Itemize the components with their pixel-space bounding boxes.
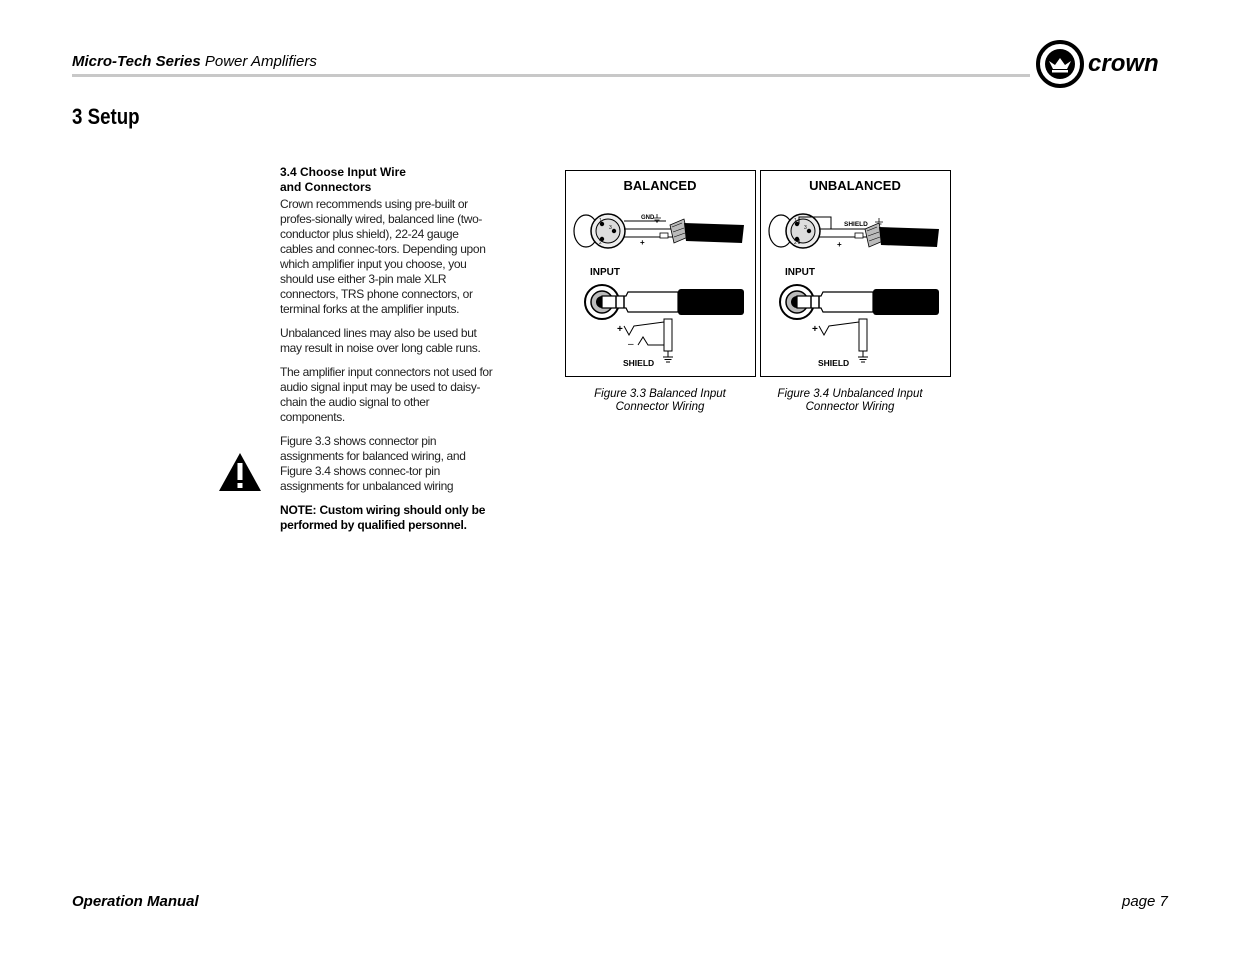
balanced-minus-top: – [640,224,645,233]
paragraph-1: Crown recommends using pre-built or profes-sionally wired, balanced line (two-conductor plus shield), 22-24 gauge cables and connec-tors. Depending upon which amplifier input you choose, you should use either 3-pin male XLR connectors, TRS phone connectors, or terminal forks at the amplifier inputs. [280,197,486,316]
header-series: Micro-Tech Series [72,53,201,70]
balanced-pin1: 1 [599,218,602,224]
unbalanced-pin2: 2 [794,240,797,246]
footer-manual-title: Operation Manual [72,893,199,910]
balanced-pin2: 2 [599,240,602,246]
crown-logo [1036,39,1181,89]
header-subtitle: Power Amplifiers [204,53,317,70]
caption-balanced-line2: Connector Wiring [615,401,705,413]
caption-balanced [565,388,755,414]
body-column [280,165,494,542]
balanced-plus-bottom: + [617,324,623,335]
caption-unbalanced-line1: Figure 3.4 Unbalanced Input [777,388,923,400]
unbalanced-plus-bottom: + [812,324,818,335]
subsection-heading [280,165,494,195]
figure-balanced [565,170,756,377]
balanced-input-label: INPUT [590,267,620,278]
balanced-minus-bottom: – [628,339,634,350]
paragraph-2: Unbalanced lines may also be used but may result in noise over long cable runs. [280,326,481,355]
balanced-gnd-label: GND [641,215,655,221]
warning-note: NOTE: Custom wiring should only be performed by qualified personnel. [280,503,486,532]
balanced-pin3: 3 [609,225,612,231]
balanced-plus-top: + [640,238,645,247]
section-title: 3 Setup [72,104,140,129]
subsection-heading-line2: and Connectors [280,180,372,194]
unbalanced-title: UNBALANCED [809,178,901,193]
unbalanced-shield-top-label: SHIELD [844,221,868,228]
unbalanced-pin1: 1 [794,218,797,224]
unbalanced-input-label: INPUT [785,267,815,278]
unbalanced-shield-label: SHIELD [818,358,850,368]
caption-unbalanced-line2: Connector Wiring [805,401,895,413]
running-header [72,53,317,70]
unbalanced-wiring-diagram [761,171,950,376]
paragraph-4: Figure 3.3 shows connector pin assignments for balanced wiring, and Figure 3.4 shows connec-tor pin assignments for unbalanced wiring [280,434,466,493]
header-rule [72,74,1030,77]
caption-balanced-line1: Figure 3.3 Balanced Input [594,388,726,400]
subsection-heading-line1: 3.4 Choose Input Wire [280,165,406,179]
balanced-wiring-diagram [566,171,755,376]
balanced-title: BALANCED [623,178,697,193]
unbalanced-plus-top: + [837,240,842,249]
warning-icon [218,452,262,492]
figure-unbalanced [760,170,951,377]
balanced-shield-label: SHIELD [623,358,655,368]
paragraph-3: The amplifier input connectors not used for audio signal input may be used to daisy-chain the audio signal to other components. [280,365,493,424]
logo-text: crown [1088,50,1159,77]
footer-page-number: page 7 [1122,893,1168,910]
caption-unbalanced [755,388,945,414]
unbalanced-pin3: 3 [804,225,807,231]
